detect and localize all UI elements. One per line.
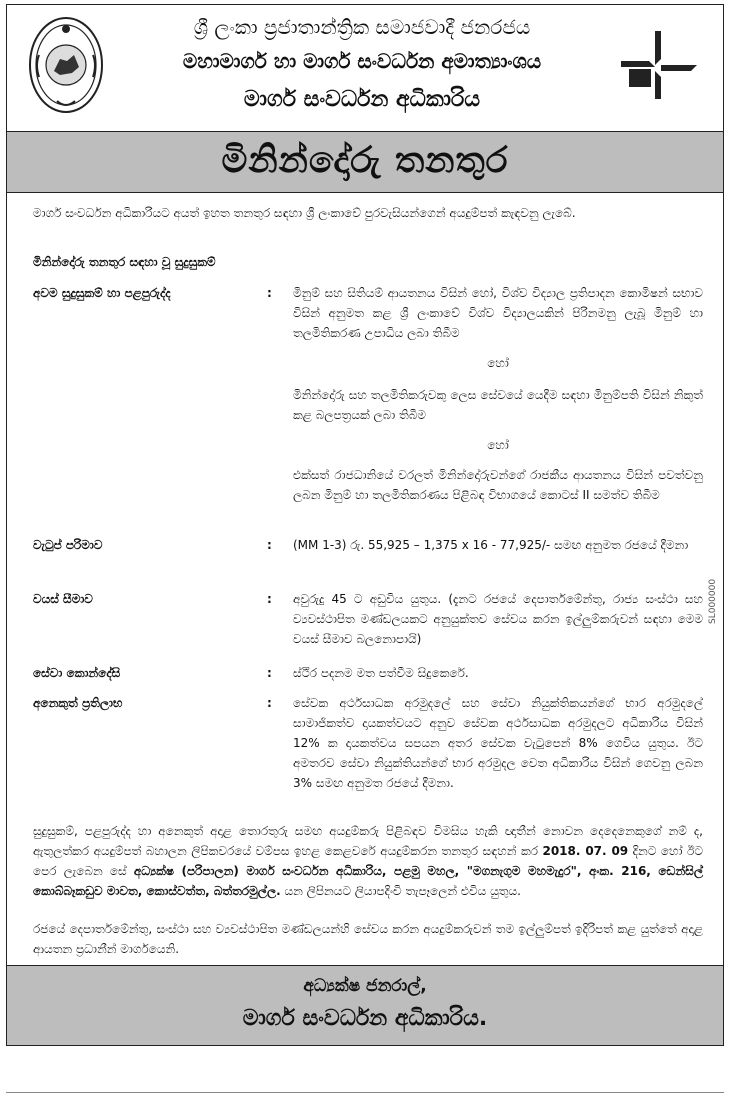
qualification-option-3: එක්සත් රාජධානියේ වරලත් මිනින්දෝරුවන්ගේ රාජකීය ආයතනය විසින් පවත්වනු ලබන මිනුම් හා තලමිතිකරණය පිළිබඳ විභාගයේ කොටස් II සමත්ව තිබීම	[293, 468, 703, 502]
colon: :	[267, 286, 272, 300]
salary-value: (MM 1-3) රු. 55,925 – 1,375 x 16 - 77,925/- සමඟ අනුමත රජයේ දීමනා	[293, 538, 689, 552]
colon: :	[267, 538, 272, 552]
colon: :	[267, 696, 272, 710]
postal-address: අධ්‍යක්ෂ (පරිපාලන) මාර්ග සංවර්ධන අධිකාරිය, පළමු මහල, "මගනැගුම මහමැදුර", අංක. 216, ඩෙන්සිල් කොබ්බෑකඩුව මාවත, කොස්වත්ත, බත්තරමුල්ල.	[33, 864, 703, 898]
intro-text: මාර්ග සංවර්ධන අධිකාරියට අයත් ඉහත තනතුර සඳහා ශ්‍රී ලංකාවේ පුරවැසියන්ගෙන් අයදුම්පත් කැඳවනු ලැබේ.	[33, 206, 576, 220]
republic-name: ශ්‍රී ලංකා ප්‍රජාතාන්ත්‍රික සමාජවාදී ජනරජය	[193, 15, 531, 39]
authority-name: මාර්ග සංවර්ධන අධිකාරිය	[243, 87, 481, 112]
qualification-option-2: මිනින්දෝරු සහ තලමිතිකරුවකු ලෙස සේවයේ යෙදීම සඳහා මිනුම්පති විසින් නිකුත් කළ බලපත්‍රයක් ලබා තිබීම	[293, 388, 703, 422]
qualifications-row	[33, 283, 703, 523]
salary-label: වැටුප් පරිමාව	[33, 538, 103, 552]
salary-row	[33, 535, 703, 579]
qualification-option-1: මිනුම් සහ සිතියම් ආයතනය විසින් හෝ, විශ්ව විද්‍යාල ප්‍රතිපාදන කොමිෂන් සභාව විසින් අනුමත කළ ශ්‍රී ලංකාවේ විශ්ව විද්‍යාලයකින් පිරිනමනු ලැබූ මිනුම් හා තලමිතිකරණ උපාධිය ලබා තිබීම	[293, 286, 703, 340]
government-employee-note: රජයේ දෙපාර්තමේන්තු, සංස්ථා සහ ව්‍යවස්ථාපිත මණ්ඩලයන්හි සේවය කරන අයදුම්කරුවන් තම ඉල්ලුම්පත් ඉදිරිපත් කළ යුත්තේ අදාළ ආයතන ප්‍රධානීන් මාර්ගයෙනි.	[33, 922, 703, 956]
application-text-1: සුදුසුකම්, පළපුරුද්ද හා අනෙකුත් අදාළ තොරතුරු සමඟ අයදුම්කරු පිළිබඳව විමසිය හැකි ඥාතීන් නොවන දෙදෙනෙකුගේ නම් ද, ඇතුලත්කර අයදුම්පත් බහාලන ලිපිකවරයේ වම්පස ඉහළ කෙළවරේ අයදුම්කරන තනතුර සඳහන් කර	[33, 824, 703, 858]
age-value: අවුරුදු 45 ට අඩුවිය යුතුය. (දැනට රජයේ දෙපාර්තමේන්තු, රාජ්‍ය සංස්ථා සහ ව්‍යවස්ථාපිත මණ්ඩලයකට අනුයුක්තව සේවය කරන ඉල්ලුම්කරුවන් සඳහා මෙම වයස් සීමාව බලනොපායි)	[293, 592, 703, 646]
side-code: SL000000	[708, 578, 718, 624]
qualifications-subhead: මිනින්දෝරු තනතුර සඳහා වූ සුදුසුකම්	[33, 255, 216, 269]
ministry-name: මහාමාර්ග හා මාර්ග සංවර්ධන අමාත්‍යාංශය	[182, 49, 542, 73]
benefits-value: සේවක අර්ථසාධක අරමුදලේ සහ සේවා නියුක්තිකයන්ගේ භාර අරමුදලේ සාමාජිකත්ව දායකත්වයට අනුව සේවක අර්ථසාධක අරමුදලට අධිකාරිය විසින් 12% ක දායකත්වය සපයන අතර සේවක වැටුපෙන් 8% ගෙවිය යුතුය. ඊට අමතරව සේවා නියුක්තියන්ගේ භාර අරමුදල වෙත අධිකාරිය විසින් ගෙවනු ලබන 3% සමඟ අනුමත රජයේ දීමනා.	[293, 696, 703, 790]
or-separator-2: හෝ	[487, 438, 509, 452]
application-text-3: යන ලිපිනයට ලියාපදිංචි තැපෑලෙන් එවිය යුතුය.	[284, 884, 521, 898]
signature-band	[7, 965, 723, 1045]
application-text-2: දිනට හෝ ඊට පෙර ලැබෙන සේ	[33, 844, 703, 878]
header	[7, 5, 723, 131]
service-conditions-value: ස්ථිර පදනම මත පත්වීම සිදුකෙරේ.	[293, 666, 469, 680]
sri-lanka-emblem-icon	[27, 15, 105, 115]
service-conditions-label: සේවා කොන්දේසි	[33, 666, 121, 680]
rda-logo-icon	[621, 31, 697, 99]
closing-date: 2018. 07. 09	[542, 844, 629, 858]
age-row	[33, 589, 703, 653]
benefits-label: අනෙකුත් ප්‍රතිලාභ	[33, 696, 123, 710]
colon: :	[267, 666, 272, 680]
or-separator-1: හෝ	[487, 356, 509, 370]
position-title: මිනින්දෝරු තනතුර	[7, 131, 723, 193]
colon: :	[267, 592, 272, 606]
signatory-title: අධ්‍යක්ෂ ජනරාල්,	[303, 976, 427, 996]
signatory-organization: මාර්ග සංවර්ධන අධිකාරිය.	[242, 1006, 488, 1031]
application-instructions	[33, 821, 703, 901]
service-conditions-row	[33, 663, 703, 685]
bottom-rule	[6, 1092, 724, 1093]
qualifications-label: අවම සුදුසුකම් හා පළපුරුද්ද	[33, 286, 171, 300]
advertisement-frame	[6, 4, 724, 1046]
benefits-row	[33, 693, 703, 803]
age-label: වයස් සීමාව	[33, 592, 93, 606]
